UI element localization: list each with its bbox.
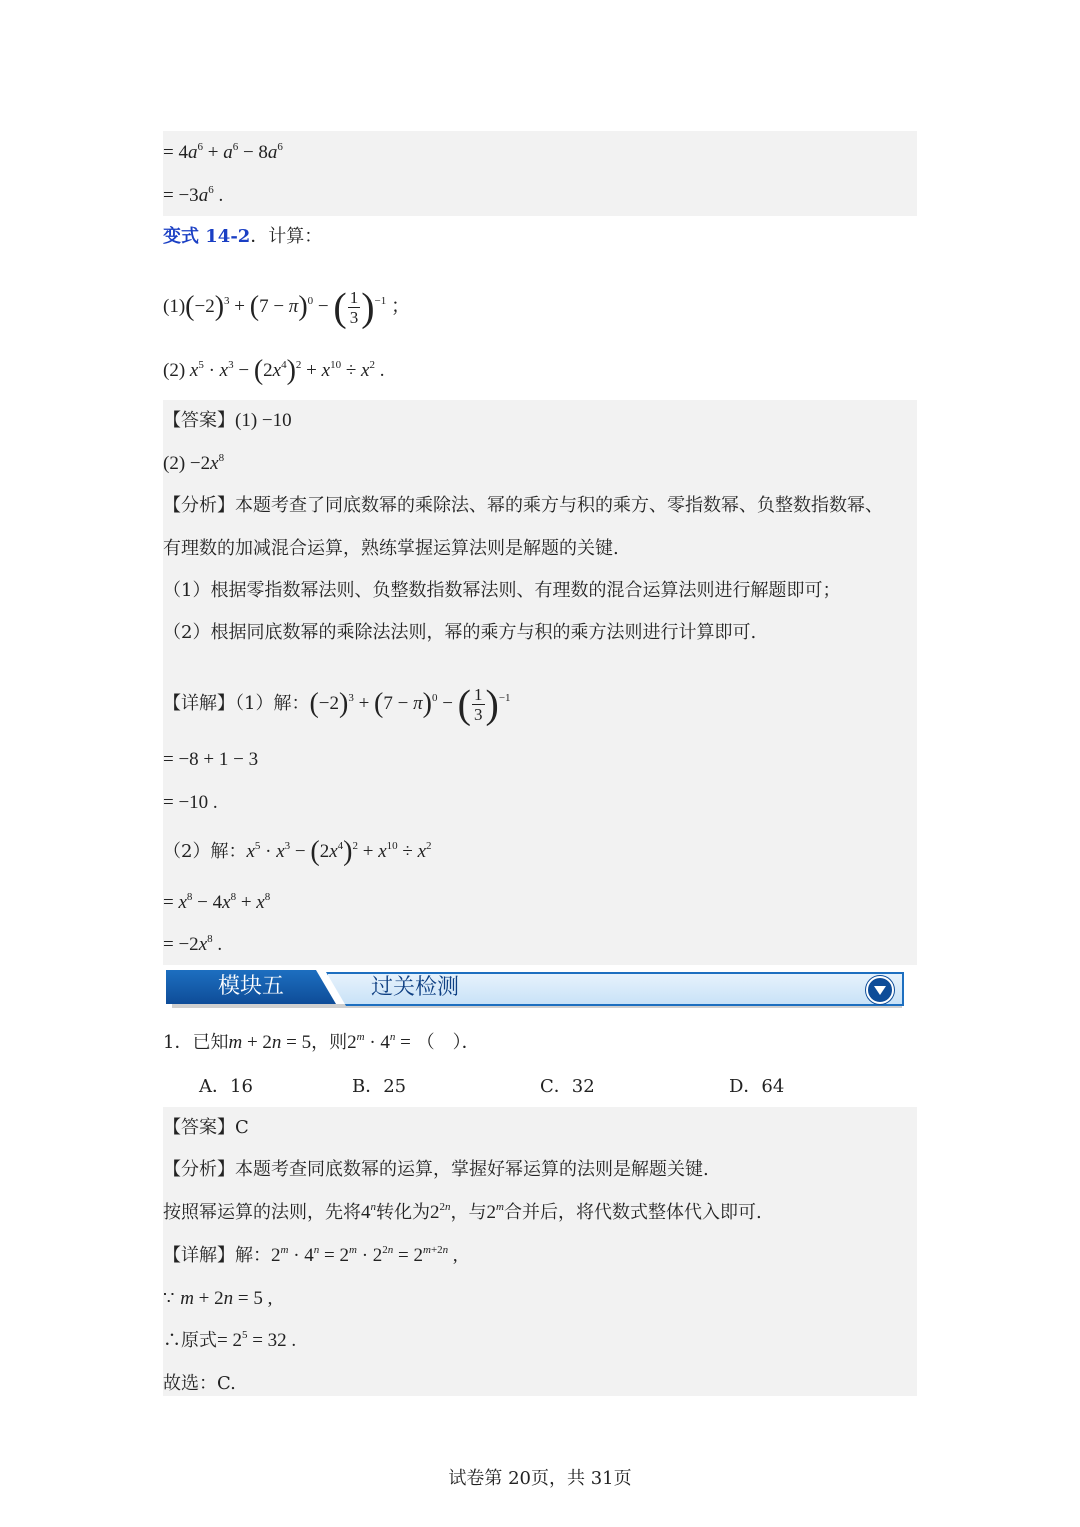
module-label: 模块五 [218, 974, 285, 999]
analysis-line-3: （1）根据零指数幂法则、负整数指数幂法则、有理数的混合运算法则进行解题即可； [163, 580, 841, 601]
detail-line-1: 【详解】（1）解：$(-2)^3 + (7 - \pi)^0$ − ( $\frac{1}{3}$ )$^{-1}$ [163, 681, 511, 727]
variant-heading [163, 225, 322, 249]
detail-line-2: （2）解：$x^5 \cdot x^3 - (2x^4)^2 + x^{10} \div x^2$ [163, 836, 432, 867]
q1-since: ∵ m + 2n = 5 , [163, 1288, 273, 1309]
continuation-line-2: = $-3a^6$ . [163, 184, 224, 206]
answer-label: 【答案】 [163, 410, 235, 431]
q1-therefore: ∴原式= $2^5 = 32$ . [163, 1329, 297, 1351]
detail-step-1a: = −8 + 1 − 3 [163, 749, 259, 770]
option-d[interactable]: D．64 [729, 1076, 785, 1097]
detail-step-1b: = −10 . [163, 792, 218, 813]
page-footer: 试卷第 20页，共 31页 [448, 1468, 632, 1489]
option-a[interactable]: A．16 [199, 1076, 253, 1097]
continuation-line-1: = $4a^6 + a^6 - 8a^6$ [163, 141, 283, 163]
option-b[interactable]: B．25 [352, 1076, 407, 1097]
module-title: 过关检测 [371, 975, 460, 1000]
chevron-down-circle-icon[interactable] [866, 976, 894, 1004]
analysis-line-1: 【分析】本题考查了同底数幂的乘除法、幂的乘方与积的乘方、零指数幂、负整数指数幂、 [163, 495, 883, 516]
detail-step-2b: = $-2x^8$ . [163, 933, 223, 955]
question-1: 1．已知m + 2n = 5，则$2^m \cdot 4^n$ = （ ）． [163, 1031, 480, 1053]
analysis-line-2: 有理数的加减混合运算，熟练掌握运算法则是解题的关键. [163, 538, 619, 559]
module-banner [166, 970, 902, 1008]
q1-analysis-1: 【分析】本题考查同底数幂的运算，掌握好幂运算的法则是解题关键. [163, 1159, 709, 1180]
answer-1: (1) −10 [235, 410, 292, 431]
solution-shade-variant [163, 400, 917, 965]
detail-step-2a: = $x^8 - 4x^8 + x^8$ [163, 891, 271, 913]
q1-detail: 【详解】解：$2^m \cdot 4^n = 2^m \cdot 2^{2n} = 2^{m+2n}$ , [163, 1244, 458, 1266]
answer-line-1 [163, 409, 292, 433]
q1-choose: 故选：C. [163, 1373, 236, 1394]
variant-suffix: ．计算： [250, 226, 323, 247]
q1-answer: 【答案】C [163, 1117, 249, 1138]
variant-question-2: (2) $x^5 \cdot x^3 - (2x^4)^2 + x^{10} \div x^2$ . [163, 355, 385, 386]
answer-line-2: $(2) -2x^8$ [163, 452, 225, 474]
q1-analysis-2: 按照幂运算的法则，先将4$^n$转化为$2^{2n}$，与2$^m$合并后，将代数式整体代入即可. [163, 1201, 762, 1223]
variant-label: 变式 14-2 [163, 226, 251, 247]
variant-question-1: $(1)(-2)^3 + (7 - \pi)^0$ − ( $\frac{1}{3}$ )$^{-1}$ ； [163, 284, 411, 330]
analysis-line-4: （2）根据同底数幂的乘除法法则，幂的乘方与积的乘方法则进行计算即可. [163, 622, 757, 643]
option-c[interactable]: C．32 [540, 1076, 595, 1097]
